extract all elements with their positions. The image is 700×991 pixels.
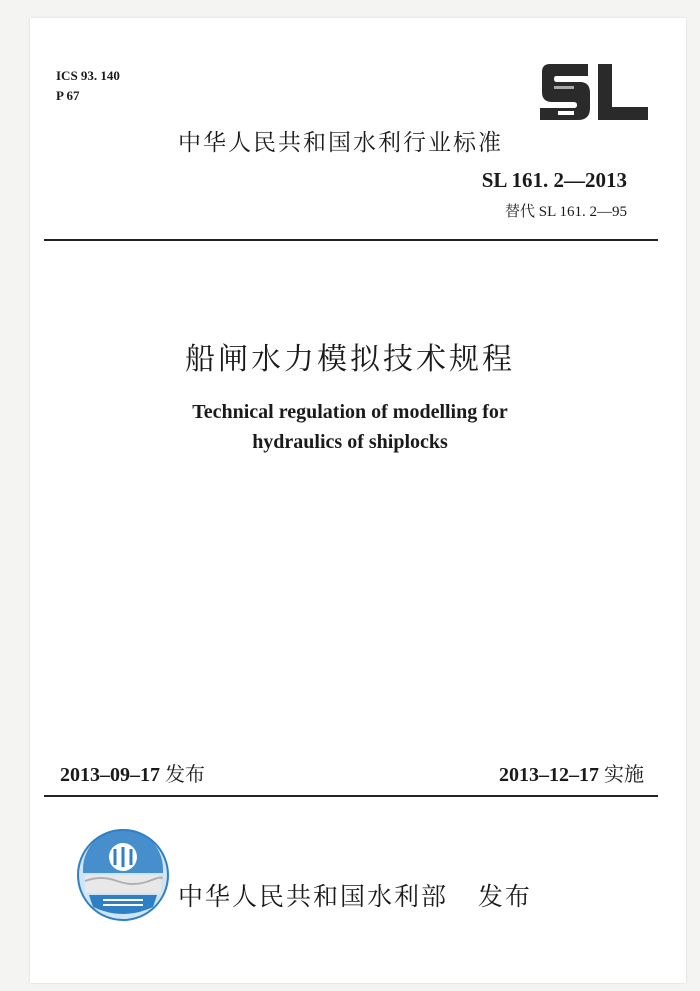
issue-date-value: 2013–09–17 bbox=[60, 764, 160, 786]
issue-date bbox=[60, 758, 205, 787]
title-english-line1: Technical regulation of modelling for bbox=[192, 401, 508, 423]
title-chinese: 船闸水力模拟技术规程 bbox=[185, 342, 515, 377]
implement-date-value: 2013–12–17 bbox=[499, 764, 599, 786]
publisher: 中华人民共和国水利部 发布 bbox=[178, 882, 532, 911]
issue-date-label: 发布 bbox=[165, 762, 205, 786]
organization-title: 中华人民共和国水利行业标准 bbox=[178, 130, 503, 156]
implement-date bbox=[499, 758, 644, 787]
standard-number: SL 161. 2—2013 bbox=[481, 168, 627, 192]
footer-divider bbox=[44, 795, 658, 797]
sl-logo-icon bbox=[538, 62, 650, 122]
implement-date-label: 实施 bbox=[604, 762, 644, 786]
ccs-code: P 67 bbox=[56, 88, 80, 103]
header-divider bbox=[44, 239, 658, 241]
title-english-line2: hydraulics of shiplocks bbox=[252, 431, 448, 453]
anti-counterfeit-seal-icon bbox=[77, 829, 169, 921]
ics-code: ICS 93. 140 bbox=[56, 68, 120, 83]
classification-codes bbox=[56, 66, 120, 106]
replaces-standard: 替代 SL 161. 2—95 bbox=[505, 204, 627, 220]
title-english bbox=[0, 397, 700, 457]
